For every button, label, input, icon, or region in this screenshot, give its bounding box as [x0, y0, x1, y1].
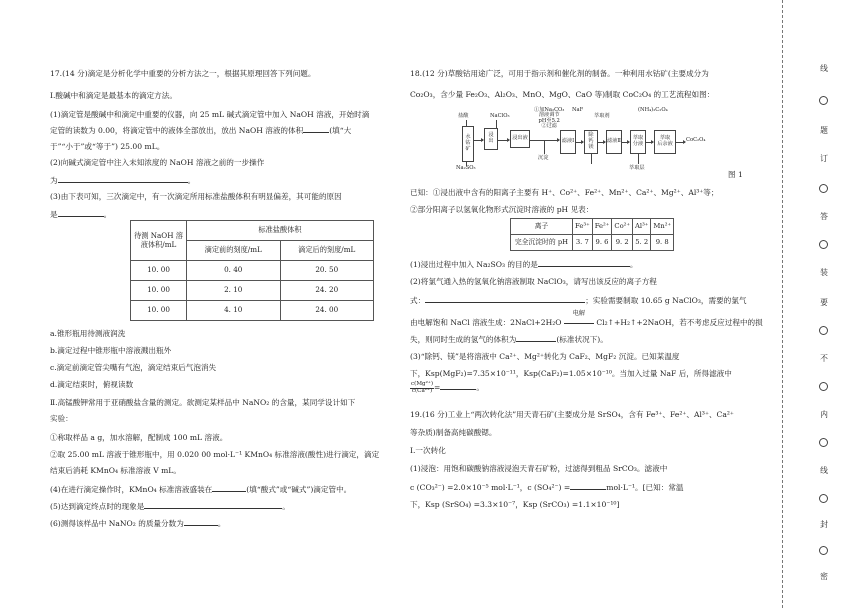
table-header-after: 滴定后的刻度/mL	[280, 241, 374, 261]
box-filtrate-1: 滤液Ⅰ	[560, 130, 576, 154]
binding-char: 要	[820, 298, 828, 307]
q19-part1-title: Ⅰ.一次转化	[410, 446, 446, 455]
binding-char: 答	[820, 212, 828, 221]
q17-step1: ①称取样品 a g，加水溶解，配制成 100 mL 溶液。	[50, 433, 228, 442]
q17-p1-line2: 定管的读数为 0.00，将滴定管中的液体全部放出，放出 NaOH 溶液的体积 (填“大	[50, 126, 352, 135]
binding-hole	[819, 438, 828, 447]
answer-blank[interactable]	[516, 334, 556, 342]
box-extraction: 萃取 分液	[630, 130, 646, 154]
binding-char: 内	[820, 410, 828, 419]
option-a: a.锥形瓶用待测液润洗	[50, 329, 126, 338]
q17-p1-line1: (1)滴定管是酸碱中和滴定中重要的仪器，向 25 mL 碱式滴定管中加入 NaOH 溶液，开始时滴	[50, 110, 370, 119]
q17-part2-line2: 实验：	[50, 414, 73, 423]
q18-stem-line2: Co₂O₃，含少量 Fe₂O₃、Al₂O₃、MnO、MgO、CaO 等)制取 CoC₂O₄ 的工艺流程如图：	[410, 90, 715, 99]
titration-table	[130, 220, 374, 321]
answer-blank[interactable]	[440, 382, 476, 390]
box-leachate: 浸出液	[510, 130, 530, 148]
option-c: c.滴定前滴定管尖嘴有气泡，滴定结束后气泡消失	[50, 363, 217, 372]
binding-char: 线	[820, 466, 828, 475]
answer-blank[interactable]	[425, 295, 585, 303]
q17-step2-line1: ②取 25.00 mL 溶液于锥形瓶中，用 0.020 00 mol·L⁻¹ KMnO₄ 标准溶液(酸性)进行滴定，滴定	[50, 450, 380, 459]
table-header-hcl: 标准盐酸体积	[187, 221, 374, 241]
q18-p2-line4: 失，则同时生成的氢气的体积为 (标准状况下)。	[410, 335, 608, 344]
ph-table	[510, 218, 674, 251]
binding-char: 不	[820, 354, 828, 363]
q17-stem: 17.(14 分)滴定是分析化学中重要的分析方法之一，根据其原理回答下列问题。	[50, 69, 316, 78]
binding-char: 封	[820, 520, 828, 529]
answer-blank[interactable]	[58, 175, 188, 183]
q18-p3-line1: (3)“除钙、镁”是将溶液中 Ca²⁺、Mg²⁺转化为 CaF₂、MgF₂ 沉淀。已知某温度	[410, 352, 680, 361]
binding-dashed-line	[782, 0, 783, 608]
binding-char: 装	[820, 268, 828, 277]
table-row: 10. 00 2. 10 24. 20	[131, 281, 374, 301]
reagent-oxalate: (NH₄)₂C₂O₄	[638, 107, 668, 113]
option-b: b.滴定过程中锥形瓶中溶液溅出瓶外	[50, 346, 172, 355]
product-cobalt-oxalate: CoC₂O₄	[686, 137, 706, 143]
figure-caption: 图 1	[728, 170, 743, 179]
electrolysis-arrow: 电解	[564, 318, 594, 327]
label-precipitate: 沉淀	[538, 155, 549, 161]
q18-p1: (1)浸出过程中加入 Na₂SO₃ 的目的是 。	[410, 260, 638, 269]
answer-blank[interactable]	[570, 482, 606, 490]
q17-p3-line2: 是 。	[50, 210, 112, 219]
answer-blank[interactable]	[58, 209, 104, 217]
q18-p2-line2: 式： ；实验需要制取 10.65 g NaClO₃，需要的氯气	[410, 296, 747, 305]
q17-p2-line2: 为 。	[50, 176, 196, 185]
binding-margin	[782, 0, 860, 608]
table-row: 10. 00 4. 10 24. 00	[131, 301, 374, 321]
q17-part2-line1: Ⅱ.高锰酸钾常用于亚硝酸盐含量的测定。欲测定某样品中 NaNO₂ 的含量，某同学设计如下	[50, 398, 356, 407]
q17-p3-line1: (3)由下表可知，三次滴定中，有一次滴定所用标准盐酸体积有明显偏差，其可能的原因	[50, 192, 342, 201]
q19-stem-line1: 19.(16 分)工业上“两次转化法”用天青石矿(主要成分是 SrSO₄，含有 Fe³⁺、Fe²⁺、Al³⁺、Ca²⁺	[410, 410, 734, 419]
table-header-volume: 待测 NaOH 溶 液体积/mL	[131, 221, 187, 261]
q17-step2-line2: 结束后消耗 KMnO₄ 标准溶液 V mL。	[50, 466, 181, 475]
q17-p4: (4)在进行滴定操作时，KMnO₄ 标准溶液盛装在 (填“酸式”或“碱式”)滴定管中。	[50, 485, 352, 494]
reagent-naf: NaF	[572, 107, 584, 113]
answer-blank[interactable]	[184, 518, 218, 526]
answer-blank[interactable]	[212, 484, 246, 492]
reagent-hcl: 盐酸	[458, 113, 469, 119]
q18-p2-line3: 由电解饱和 NaCl 溶液生成：2NaCl+2H₂O 电解 Cl₂↑+H₂↑+2NaOH，若不考虑反应过程中的损	[410, 310, 763, 327]
binding-hole	[819, 382, 828, 391]
box-ore: 水 钴 矿	[462, 126, 474, 162]
reagent-extractant: 萃取剂	[594, 113, 610, 119]
binding-hole	[819, 326, 828, 335]
answer-blank[interactable]	[144, 501, 282, 509]
box-remove-ca-mg: 除 钙 镁	[584, 130, 598, 154]
q18-p3-line2: 下，Ksp(MgF₂)=7.35×10⁻¹¹，Ksp(CaF₂)=1.05×10⁻¹⁰。当加入过量 NaF 后，所得滤液中	[410, 369, 732, 378]
q19-p1-line2: c (CO₃²⁻) =2.0×10⁻⁵ mol·L⁻¹，c (SO₄²⁻) = mol·L⁻¹。[已知：常温	[410, 483, 684, 492]
answer-blank[interactable]	[538, 259, 630, 267]
reagent-naclo3: NaClO₃	[490, 113, 510, 119]
q17-p6: (6)测得该样品中 NaNO₂ 的质量分数为 。	[50, 519, 226, 528]
q17-p1-line3: 于”“小于”或“等于”) 25.00 mL。	[50, 142, 165, 151]
q18-stem-line1: 18.(12 分)草酸钴用途广泛，可用于指示剂和催化剂的制备。一种利用水钴矿(主要成分为	[410, 69, 709, 78]
box-leach: 浸 出	[484, 128, 498, 150]
box-filtrate-2: 滤液Ⅱ	[606, 130, 622, 154]
process-flow-diagram	[454, 106, 724, 188]
q19-p1-line3: 下，Ksp (SrSO₄) =3.3×10⁻⁷，Ksp (SrCO₃) =1.1×10⁻¹⁰]	[410, 500, 620, 509]
box-residual-liquor: 萃取 后余液	[654, 130, 676, 154]
binding-hole	[819, 240, 828, 249]
binding-hole	[819, 494, 828, 503]
binding-char: 密	[820, 572, 828, 581]
q17-p2-line1: (2)向碱式滴定管中注入未知浓度的 NaOH 溶液之前的一步操作	[50, 158, 265, 167]
table-row: 离子 Fe³⁺ Fe²⁺ Co²⁺ Al³⁺ Mn²⁺	[511, 219, 674, 235]
binding-hole	[819, 96, 828, 105]
q18-p3-line3: $\frac{\text{c(Mg²⁺)}}{\text{c(Ca²⁺)}}$ = 。	[411, 381, 484, 394]
q19-stem-line2: 等杂质)制备高纯碳酸锶。	[410, 428, 497, 437]
binding-hole	[819, 184, 828, 193]
binding-hole	[819, 546, 828, 555]
option-d: d.滴定结束时，俯视读数	[50, 380, 134, 389]
table-row: 完全沉淀时的 pH 3. 7 9. 6 9. 2 5. 2 9. 8	[511, 235, 674, 251]
reagent-na2so3: Na₂SO₃	[456, 165, 476, 171]
binding-char: 订	[820, 154, 828, 163]
q18-known-2: ②部分阳离子以氢氧化物形式沉淀时溶液的 pH 见表：	[410, 205, 594, 214]
q17-p5: (5)达到滴定终点时的现象是 。	[50, 502, 290, 511]
binding-char: 线	[820, 64, 828, 73]
concentration-ratio: $\frac{\text{c(Mg²⁺)}}{\text{c(Ca²⁺)}}$	[411, 381, 434, 394]
table-row: 10. 00 0. 40 20. 50	[131, 261, 374, 281]
q19-p1-line1: (1)浸泡：用饱和碳酸钠溶液浸泡天青石矿粉，过滤得到粗品 SrCO₃。滤液中	[410, 464, 668, 473]
q17-part1-title: Ⅰ.酸碱中和滴定是最基本的滴定方法。	[50, 91, 177, 100]
q18-known-1: 已知：①浸出液中含有的阳离子主要有 H⁺、Co²⁺、Fe²⁺、Mn²⁺、Ca²⁺、Mg²⁺、Al³⁺等；	[410, 188, 719, 197]
label-extract-layer: 萃取层	[629, 165, 645, 171]
reagent-adjust: ①加Na₂CO₃ 溶液调节 pH至5.2 ②过滤	[534, 107, 565, 130]
answer-blank[interactable]	[303, 125, 329, 133]
binding-char: 题	[820, 126, 828, 135]
table-header-before: 滴定前的刻度/mL	[187, 241, 281, 261]
q18-p2-line1: (2)将氯气通入热的氢氧化钠溶液制取 NaClO₃，请写出该反应的离子方程	[410, 277, 657, 286]
